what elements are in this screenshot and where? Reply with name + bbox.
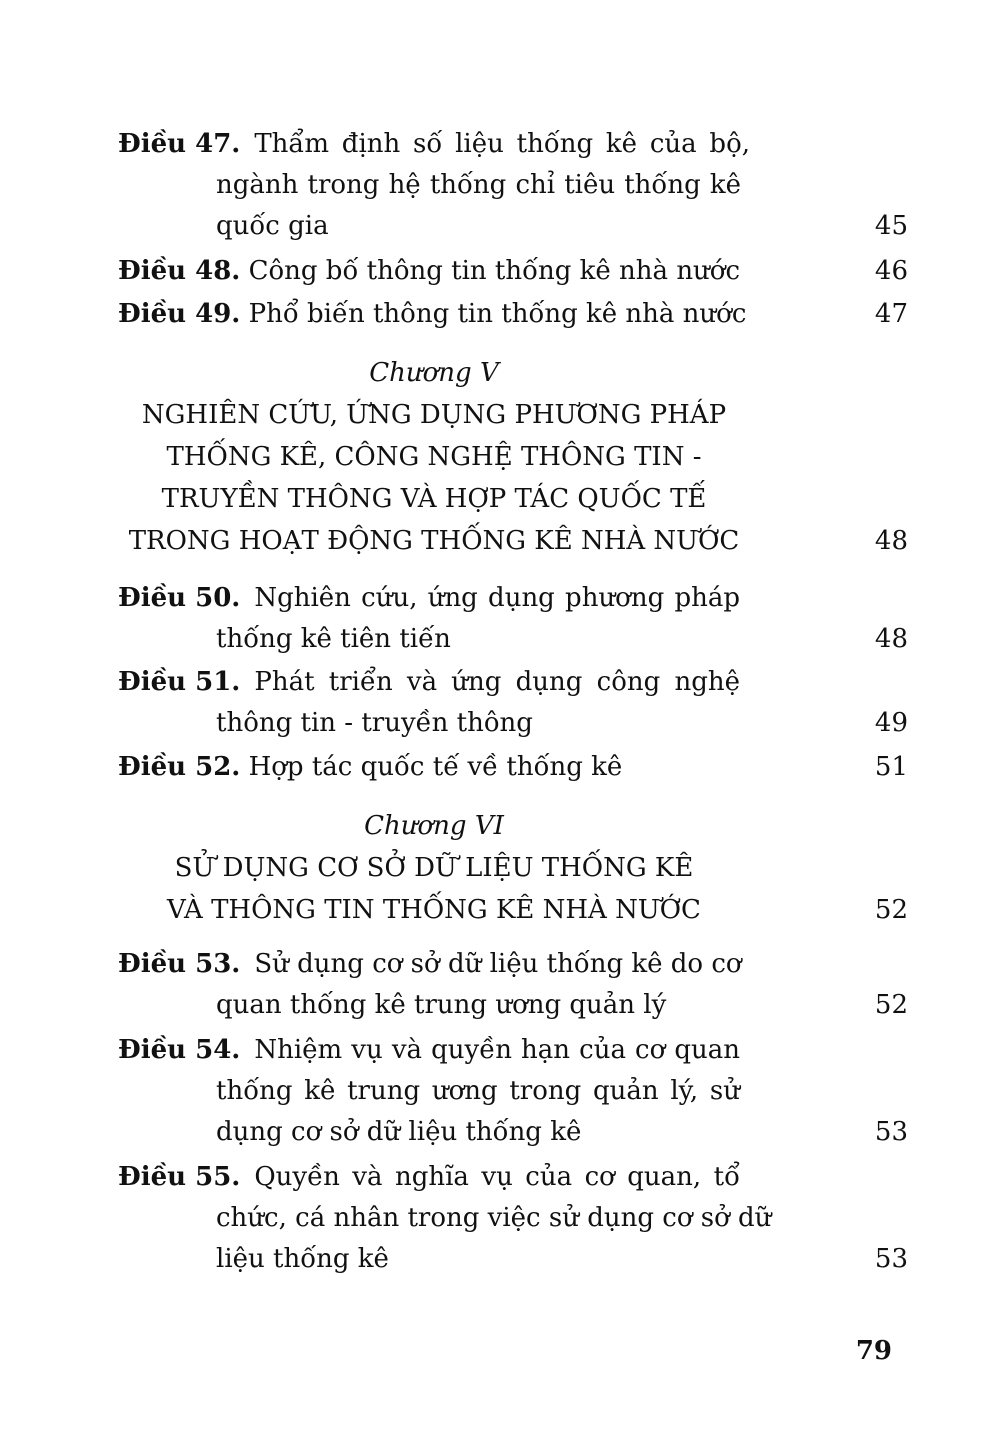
- chapter-vi: [118, 805, 908, 931]
- toc-entry-text: Phát triển và ứng dụng công nghệ: [254, 667, 740, 697]
- toc-entry-text: dụng cơ sở dữ liệu thống kê: [216, 1117, 582, 1147]
- toc-entry-dieu-54: [118, 1030, 908, 1153]
- toc-page-number: 47: [874, 299, 908, 329]
- toc-entry-label: Điều 55.: [118, 1162, 241, 1192]
- toc-entry-label: Điều 48.: [118, 256, 241, 286]
- toc-entry-label: Điều 51.: [118, 667, 241, 697]
- chapter-heading-line: TRUYỀN THÔNG VÀ HỢP TÁC QUỐC TẾ: [161, 484, 707, 514]
- chapter-v: [118, 352, 908, 562]
- chapter-label: Chương V: [369, 358, 499, 388]
- toc-entry-text: Hợp tác quốc tế về thống kê: [248, 752, 623, 782]
- toc-entry-line: [118, 619, 908, 660]
- toc-entry-text: Thẩm định số liệu thống kê của bộ,: [254, 129, 750, 159]
- chapter-heading-line: THỐNG KÊ, CÔNG NGHỆ THÔNG TIN -: [166, 442, 702, 472]
- toc-entry-label: Điều 47.: [118, 129, 241, 159]
- toc-entry-dieu-48: [118, 251, 908, 292]
- toc-entry-line: [118, 578, 908, 619]
- toc-entry-line: [118, 747, 908, 788]
- toc-entry-line: [118, 1071, 908, 1112]
- toc-entry-text: Quyền và nghĩa vụ của cơ quan, tổ: [254, 1162, 740, 1192]
- toc-entry-dieu-50: [118, 578, 908, 660]
- toc-entry-text: quốc gia: [216, 211, 329, 241]
- toc-page-number: 52: [874, 990, 908, 1020]
- toc-entry-line: [118, 294, 908, 335]
- toc-entry-line: [118, 944, 908, 985]
- toc-page-number: 48: [874, 624, 908, 654]
- toc-entry-label: Điều 50.: [118, 583, 241, 613]
- toc-entry-line: [118, 251, 908, 292]
- toc-entry-text: Sử dụng cơ sở dữ liệu thống kê do cơ: [254, 949, 742, 979]
- toc-entry-line: [118, 206, 908, 247]
- toc-entry-line: [118, 1198, 908, 1239]
- toc-entry-text: liệu thống kê: [216, 1244, 389, 1274]
- toc-entry-text: Nhiệm vụ và quyền hạn của cơ quan: [254, 1035, 740, 1065]
- toc-entry-text: thống kê trung ương trong quản lý, sử: [216, 1076, 740, 1106]
- chapter-heading-line: SỬ DỤNG CƠ SỞ DỮ LIỆU THỐNG KÊ: [174, 853, 694, 883]
- toc-entry-text: Nghiên cứu, ứng dụng phương pháp: [254, 583, 740, 613]
- toc-entry-text: ngành trong hệ thống chỉ tiêu thống kê: [216, 170, 741, 200]
- toc-entry-text: thông tin - truyền thông: [216, 708, 533, 738]
- toc-page-number: 52: [874, 895, 908, 925]
- toc-entry-dieu-47: [118, 124, 908, 247]
- toc-entry-label: Điều 52.: [118, 752, 241, 782]
- toc-entry-label: Điều 49.: [118, 299, 241, 329]
- toc-entry-dieu-52: [118, 747, 908, 788]
- toc-page-number: 49: [874, 708, 908, 738]
- toc-page-number: 53: [874, 1244, 908, 1274]
- toc-page-number: 46: [874, 256, 908, 286]
- toc-entry-line: [118, 124, 908, 165]
- toc-page-number: 45: [874, 211, 908, 241]
- toc-page-number: 51: [874, 752, 908, 782]
- folio-page-number: 79: [855, 1336, 892, 1366]
- toc-entry-text: Phổ biến thông tin thống kê nhà nước: [248, 299, 747, 329]
- toc-entry-text: quan thống kê trung ương quản lý: [216, 990, 667, 1020]
- toc-entry-line: [118, 703, 908, 744]
- chapter-label: Chương VI: [364, 811, 504, 841]
- toc-entry-line: [118, 1112, 908, 1153]
- toc-entry-label: Điều 53.: [118, 949, 241, 979]
- toc-entry-dieu-55: [118, 1157, 908, 1280]
- toc-entry-dieu-49: [118, 294, 908, 335]
- chapter-heading-line: TRONG HOẠT ĐỘNG THỐNG KÊ NHÀ NƯỚC 48: [118, 520, 908, 562]
- chapter-heading-line: VÀ THÔNG TIN THỐNG KÊ NHÀ NƯỚC 52: [118, 889, 908, 931]
- toc-entry-line: [118, 165, 908, 206]
- toc-entry-line: [118, 662, 908, 703]
- toc-entry-dieu-51: [118, 662, 908, 744]
- toc-entry-dieu-53: [118, 944, 908, 1026]
- toc-page-number: 53: [874, 1117, 908, 1147]
- toc-entry-line: [118, 1157, 908, 1198]
- chapter-heading-line: NGHIÊN CỨU, ỨNG DỤNG PHƯƠNG PHÁP: [141, 400, 727, 430]
- toc-entry-line: [118, 1239, 908, 1280]
- toc-entry-text: Công bố thông tin thống kê nhà nước: [248, 256, 741, 286]
- toc-entry-text: chức, cá nhân trong việc sử dụng cơ sở dữ: [216, 1203, 772, 1233]
- toc-entry-text: thống kê tiên tiến: [216, 624, 451, 654]
- toc-page-number: 48: [874, 526, 908, 556]
- toc-entry-line: [118, 985, 908, 1026]
- toc-entry-label: Điều 54.: [118, 1035, 241, 1065]
- toc-entry-line: [118, 1030, 908, 1071]
